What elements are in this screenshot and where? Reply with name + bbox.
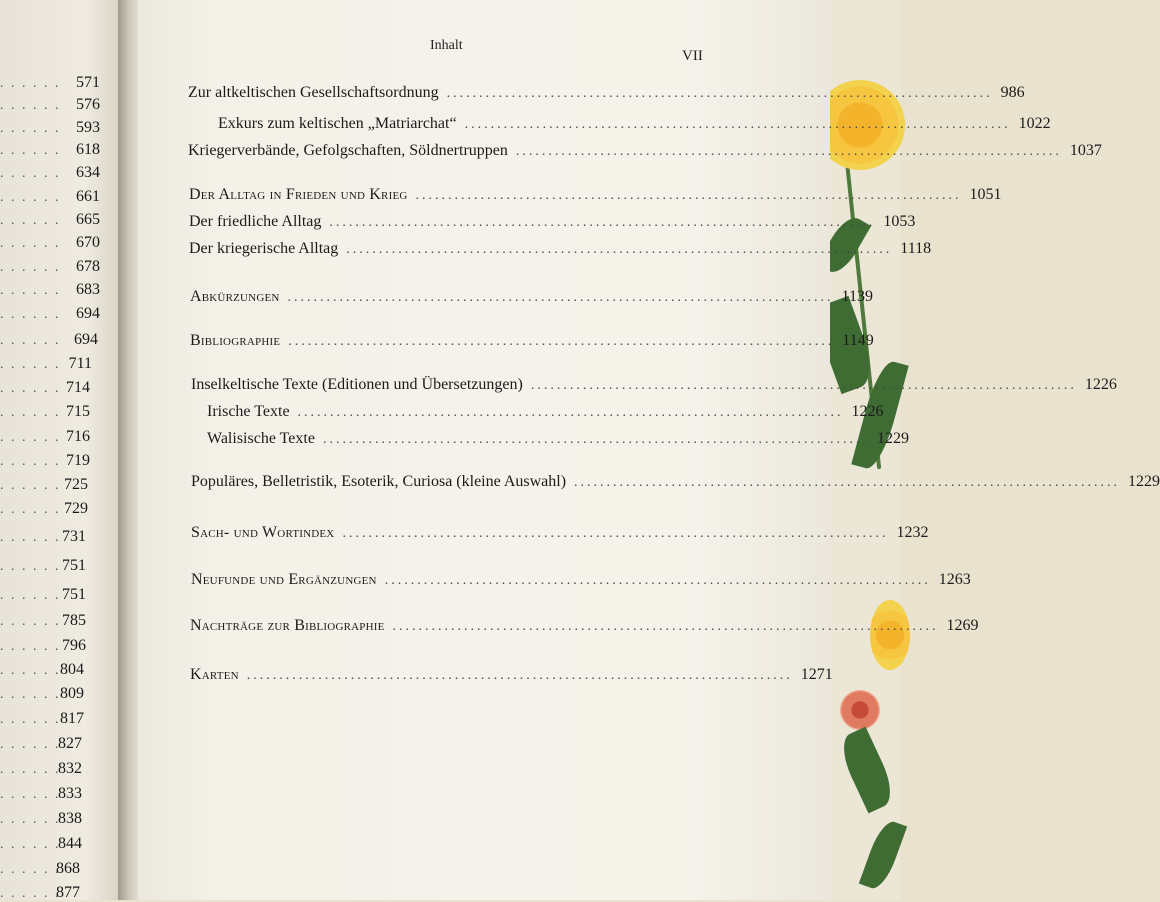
- left-page-number: 634: [76, 164, 100, 181]
- toc-entry: [190, 332, 874, 350]
- toc-entry: [189, 213, 916, 231]
- left-page-number: 716: [66, 428, 90, 445]
- left-page-number: 725: [64, 476, 88, 493]
- toc-title: Der friedliche Alltag: [189, 213, 322, 230]
- left-page-number: 809: [60, 685, 84, 702]
- dot-leader: . . . . . .: [0, 787, 61, 802]
- left-page-number: 877: [56, 884, 80, 901]
- toc-title: Zur altkeltischen Gesellschaftsordnung: [188, 84, 439, 101]
- toc-page: 1051: [969, 186, 1002, 203]
- dot-leader: . . . . . .: [0, 663, 61, 678]
- toc-title: Populäres, Belletristik, Esoterik, Curiosa (kleine Auswahl): [191, 473, 567, 490]
- toc-entry: [190, 288, 873, 306]
- left-page: [0, 0, 122, 900]
- dot-leader: . . . . . .: [0, 333, 61, 348]
- dot-leader: . . . . . .: [0, 166, 61, 181]
- toc-page: 1269: [946, 617, 979, 634]
- left-page-number: 719: [66, 452, 90, 469]
- dot-leader: . . . . . .: [0, 76, 61, 91]
- left-page-number: 714: [66, 379, 90, 396]
- leaf: [835, 727, 900, 814]
- dot-leader: ....................................................................................: [346, 242, 893, 257]
- left-page-number: 670: [76, 234, 100, 251]
- dot-leader: . . . . . .: [0, 236, 61, 251]
- toc-entry: [207, 403, 884, 421]
- dot-leader: . . . . . .: [0, 357, 61, 372]
- toc-entry: [218, 115, 1051, 133]
- left-page-number: 832: [58, 760, 82, 777]
- left-page-number: 571: [76, 74, 100, 91]
- toc-page: 1229: [876, 430, 909, 447]
- dandelion-flower: [870, 600, 910, 670]
- dot-leader: . . . . . .: [0, 454, 61, 469]
- dot-leader: ....................................................................................: [415, 188, 962, 203]
- toc-entry: [188, 84, 1025, 102]
- dot-leader: . . . . . .: [0, 98, 61, 113]
- dot-leader: ....................................................................................: [288, 334, 835, 349]
- toc-entry: [191, 473, 1160, 491]
- left-page-number: 576: [76, 96, 100, 113]
- dot-leader: ....................................................................................: [384, 573, 931, 588]
- dot-leader: . . . . . .: [0, 260, 61, 275]
- toc-entry: [207, 430, 909, 448]
- toc-title: Inselkeltische Texte (Editionen und Übersetzungen): [191, 376, 523, 393]
- dot-leader: . . . . . .: [0, 737, 61, 752]
- dot-leader: ....................................................................................: [464, 117, 1011, 132]
- toc-page: 1037: [1069, 142, 1102, 159]
- left-page-number: 665: [76, 211, 100, 228]
- left-page-number: 751: [62, 557, 86, 574]
- dot-leader: . . . . . .: [0, 639, 61, 654]
- toc-entry: [190, 666, 833, 684]
- dot-leader: ....................................................................................: [530, 378, 1077, 393]
- toc-entry: [189, 186, 1002, 204]
- dot-leader: . . . . . .: [0, 430, 61, 445]
- dot-leader: ....................................................................................: [342, 526, 889, 541]
- left-page-number: 694: [76, 305, 100, 322]
- toc-entry: [189, 240, 932, 258]
- left-page-number: 715: [66, 403, 90, 420]
- toc-title: Sach- und Wortindex: [191, 524, 335, 541]
- toc-page: 986: [1000, 84, 1025, 101]
- dot-leader: . . . . . .: [0, 812, 61, 827]
- dot-leader: . . . . . .: [0, 530, 61, 545]
- left-page-number: 833: [58, 785, 82, 802]
- toc-title: Irische Texte: [207, 403, 290, 420]
- left-page-number: 618: [76, 141, 100, 158]
- left-page-number: 683: [76, 281, 100, 298]
- dot-leader: . . . . . .: [0, 502, 61, 517]
- toc-page: 1263: [938, 571, 971, 588]
- dot-leader: . . . . . .: [0, 283, 61, 298]
- left-page-number: 804: [60, 661, 84, 678]
- toc-page: 1229: [1128, 473, 1160, 490]
- left-page-number: 694: [74, 331, 98, 348]
- dot-leader: . . . . . .: [0, 121, 61, 136]
- left-page-number: 817: [60, 710, 84, 727]
- toc-entry: [190, 617, 979, 635]
- dot-leader: . . . . . .: [0, 687, 61, 702]
- toc-title: Der Alltag in Frieden und Krieg: [189, 186, 408, 203]
- left-page-number: 678: [76, 258, 100, 275]
- toc-entry: [191, 524, 929, 542]
- dot-leader: . . . . . .: [0, 712, 61, 727]
- toc-entry: [191, 376, 1117, 394]
- left-page-number: 838: [58, 810, 82, 827]
- dot-leader: ....................................................................................: [446, 86, 993, 101]
- left-page-number: 731: [62, 528, 86, 545]
- dot-leader: . . . . . .: [0, 143, 61, 158]
- left-page-number: 711: [68, 355, 92, 372]
- dot-leader: . . . . . .: [0, 213, 61, 228]
- toc-page: 1139: [841, 288, 873, 305]
- left-page-number: 844: [58, 835, 82, 852]
- dot-leader: ....................................................................................: [329, 215, 876, 230]
- dot-leader: . . . . . .: [0, 307, 61, 322]
- toc-title: Neufunde und Ergänzungen: [191, 571, 377, 588]
- left-page-number: 868: [56, 860, 80, 877]
- left-page-number: 827: [58, 735, 82, 752]
- red-flower: [840, 690, 880, 730]
- dot-leader: ....................................................................................: [515, 144, 1062, 159]
- left-page-number: 661: [76, 188, 100, 205]
- left-page-number: 796: [62, 637, 86, 654]
- dot-leader: ....................................................................................: [287, 290, 834, 305]
- leaf: [859, 818, 907, 893]
- toc-page: 1118: [900, 240, 932, 257]
- dot-leader: . . . . . .: [0, 614, 61, 629]
- toc-title: Kriegerverbände, Gefolgschaften, Söldnertruppen: [188, 142, 508, 159]
- right-page: [138, 0, 1160, 900]
- left-page-number: 593: [76, 119, 100, 136]
- toc-page: 1149: [842, 332, 874, 349]
- toc-page: 1053: [883, 213, 916, 230]
- dot-leader: ....................................................................................: [246, 668, 793, 683]
- toc-page: 1226: [851, 403, 884, 420]
- dot-leader: . . . . . .: [0, 190, 61, 205]
- running-title: Inhalt: [430, 38, 463, 53]
- toc-title: Bibliographie: [190, 332, 281, 349]
- toc-title: Der kriegerische Alltag: [189, 240, 339, 257]
- dot-leader: . . . . . .: [0, 478, 61, 493]
- dot-leader: . . . . . .: [0, 588, 61, 603]
- dot-leader: . . . . . .: [0, 559, 61, 574]
- dot-leader: ....................................................................................: [392, 619, 939, 634]
- dot-leader: . . . . . .: [0, 762, 61, 777]
- toc-page: 1271: [800, 666, 833, 683]
- page-number: VII: [682, 48, 703, 64]
- toc-page: 1232: [896, 524, 929, 541]
- toc-title: Karten: [190, 666, 239, 683]
- dot-leader: . . . . . .: [0, 381, 61, 396]
- toc-title: Exkurs zum keltischen „Matriarchat“: [218, 115, 457, 132]
- toc-entry: [191, 571, 971, 589]
- left-page-number: 729: [64, 500, 88, 517]
- dot-leader: ....................................................................................: [322, 432, 869, 447]
- dot-leader: . . . . . .: [0, 837, 61, 852]
- dot-leader: ....................................................................................: [574, 475, 1121, 490]
- toc-entry: [188, 142, 1102, 160]
- dot-leader: . . . . . .: [0, 405, 61, 420]
- toc-page: 1226: [1084, 376, 1117, 393]
- toc-title: Nachträge zur Bibliographie: [190, 617, 385, 634]
- left-page-number: 785: [62, 612, 86, 629]
- toc-title: Abkürzungen: [190, 288, 280, 305]
- left-page-number: 751: [62, 586, 86, 603]
- dot-leader: . . . . . .: [0, 862, 61, 877]
- dot-leader: ....................................................................................: [297, 405, 844, 420]
- toc-title: Walisische Texte: [207, 430, 315, 447]
- dot-leader: . . . . . .: [0, 886, 61, 901]
- toc-page: 1022: [1018, 115, 1051, 132]
